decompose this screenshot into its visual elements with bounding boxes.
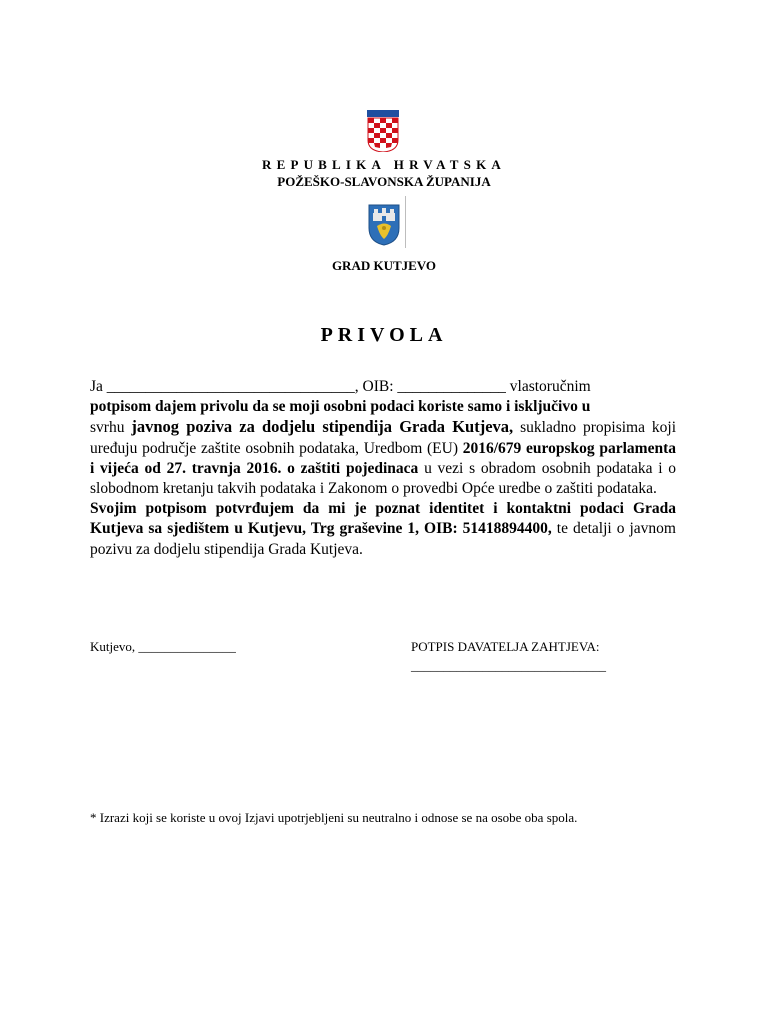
controller-identity: Svojim potpisom potvrđujem da mi je poznat identitet i kontaktni podaci Grada Kutjeva sa sjedištem u Kutjevu, Trg graševine 1, OIB: 51418894400,: [90, 500, 676, 538]
consent-line-2: potpisom dajem privolu da se moji osobni podaci koriste samo i isključivo u: [90, 398, 591, 416]
consent-line-1: Ja ________________________________, OIB: ______________ vlastoručnim: [90, 378, 591, 395]
divider-line: [405, 196, 406, 248]
consent-legal-basis: sukladno propisima koji uređuju područje zaštite osobnih podataka, Uredbom (EU): [90, 419, 677, 457]
consent-data-movement: u vezi s obradom osobnih podataka i o slobodnom kretanju takvih podataka i Zakonom o provedbi Opće uredbe o zaštiti podataka.: [90, 459, 677, 498]
consent-purpose: javnog poziva za dodjelu stipendija Grada Kutjeva,: [131, 417, 514, 437]
country-heading: [0, 157, 768, 173]
city-heading: GRAD KUTJEVO: [331, 258, 437, 273]
footnote: * Izrazi koji se koriste u ovoj Izjavi upotrjebljeni su neutralno i odnose se na osobe oba spola.: [90, 810, 578, 825]
signer-label: POTPIS DAVATELJA ZAHTJEVA:: [411, 639, 600, 654]
consent-text: [90, 377, 676, 560]
consent-regulation: 2016/679 europskog parlamenta i vijeća od 27. travnja 2016. o zaštiti pojedinaca: [90, 439, 677, 477]
county-heading: POŽEŠKO-SLAVONSKA ŽUPANIJA: [277, 174, 491, 189]
signature-line: ______________________________: [411, 658, 606, 673]
country-name: REPUBLIKA HRVATSKA: [261, 157, 506, 172]
consent-paragraph-1: [90, 377, 676, 499]
document-title: PRIVOLA: [320, 324, 448, 346]
scholarship-details: te detalji o javnom pozivu za dodjelu stipendija Grada Kutjeva.: [90, 520, 676, 558]
croatian-coat-of-arms-icon: [366, 110, 400, 152]
place-date-field: Kutjevo, _______________: [90, 639, 236, 654]
consent-paragraph-2: [90, 499, 676, 560]
consent-purpose-prefix: svrhu: [90, 419, 125, 437]
county-coat-of-arms-icon: [368, 204, 400, 246]
